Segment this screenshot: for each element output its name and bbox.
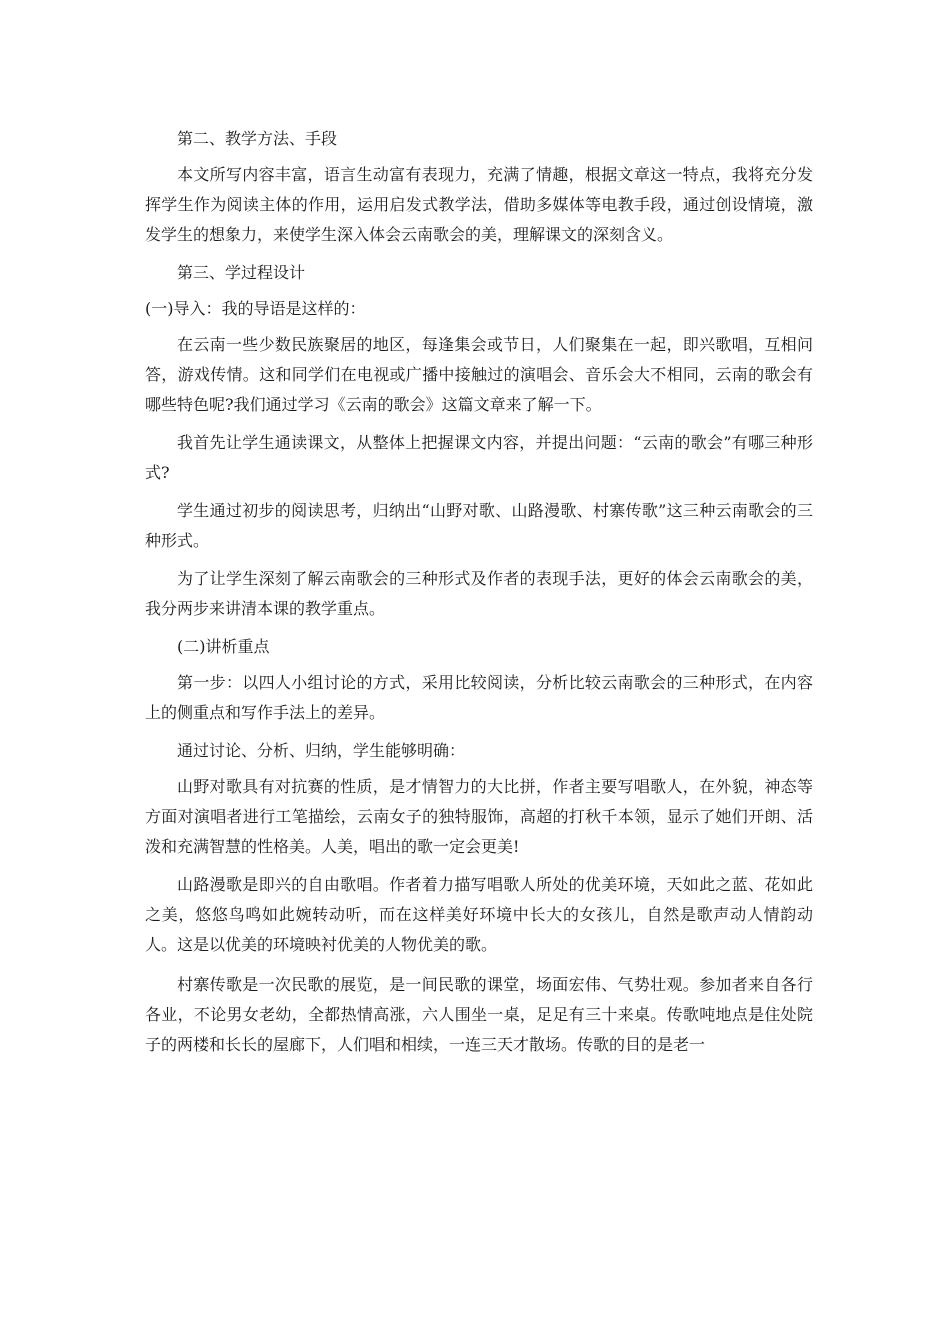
paragraph-teaching-methods: 本文所写内容丰富，语言生动富有表现力，充满了情趣，根据文章这一特点，我将充分发挥学生作为阅读主体的作用，运用启发式教学法，借助多媒体等电教手段，通过创设情境，激发学生的想象力，来使学生深入体会云南歌会的美，理解课文的深刻含义。 <box>145 165 813 244</box>
paragraph-step-one: 第一步：以四人小组讨论的方式，采用比较阅读，分析比较云南歌会的三种形式，在内容上的侧重点和写作手法上的差异。 <box>145 673 813 722</box>
paragraph-mountain-duet: 山野对歌具有对抗赛的性质，是才情智力的大比拼，作者主要写唱歌人，在外貌，神态等方面对演唱者进行工笔描绘，云南女子的独特服饰，高超的打秋千本领，显示了她们开朗、活泼和充满智慧的性格美。人美，唱出的歌一定会更美! <box>145 777 813 856</box>
paragraph-mountain-road-song: 山路漫歌是即兴的自由歌唱。作者着力描写唱歌人所处的优美环境，天如此之蓝、花如此之美，悠悠鸟鸣如此婉转动听，而在这样美好环境中长大的女孩儿，自然是歌声动人情韵动人。这是以优美的环境映衬优美的人物优美的歌。 <box>145 875 813 954</box>
paragraph-question: 我首先让学生通读课文，从整体上把握课文内容，并提出问题：“云南的歌会”有哪三种形式? <box>145 433 813 482</box>
paragraph-three-forms: 学生通过初步的阅读思考，归纳出“山野对歌、山路漫歌、村寨传歌”这三种云南歌会的三种形式。 <box>145 501 813 550</box>
paragraph-two-steps: 为了让学生深刻了解云南歌会的三种形式及作者的表现手法，更好的体会云南歌会的美，我分两步来讲清本课的教学重点。 <box>145 569 813 618</box>
section-heading-process-design: 第三、学过程设计 <box>177 263 306 282</box>
subheading-introduction: (一)导入：我的导语是这样的： <box>145 299 366 318</box>
section-heading-teaching-methods: 第二、教学方法、手段 <box>177 129 338 148</box>
document-body <box>145 124 813 1060</box>
paragraph-conclusion-intro: 通过讨论、分析、归纳，学生能够明确： <box>177 741 466 760</box>
subheading-key-points: (二)讲析重点 <box>177 637 270 656</box>
paragraph-introduction: 在云南一些少数民族聚居的地区，每逢集会或节日，人们聚集在一起，即兴歌唱，互相问答，游戏传情。这和同学们在电视或广播中接触过的演唱会、音乐会大不相同，云南的歌会有哪些特色呢?我们通过学习《云南的歌会》这篇文章来了解一下。 <box>145 335 813 414</box>
paragraph-village-song: 村寨传歌是一次民歌的展览，是一间民歌的课堂，场面宏伟、气势壮观。参加者来自各行各业，不论男女老幼，全都热情高涨，六人围坐一桌，足足有三十来桌。传歌吨地点是住处院子的两楼和长长的屋廊下，人们唱和相续，一连三天才散场。传歌的目的是老一 <box>145 975 813 1054</box>
